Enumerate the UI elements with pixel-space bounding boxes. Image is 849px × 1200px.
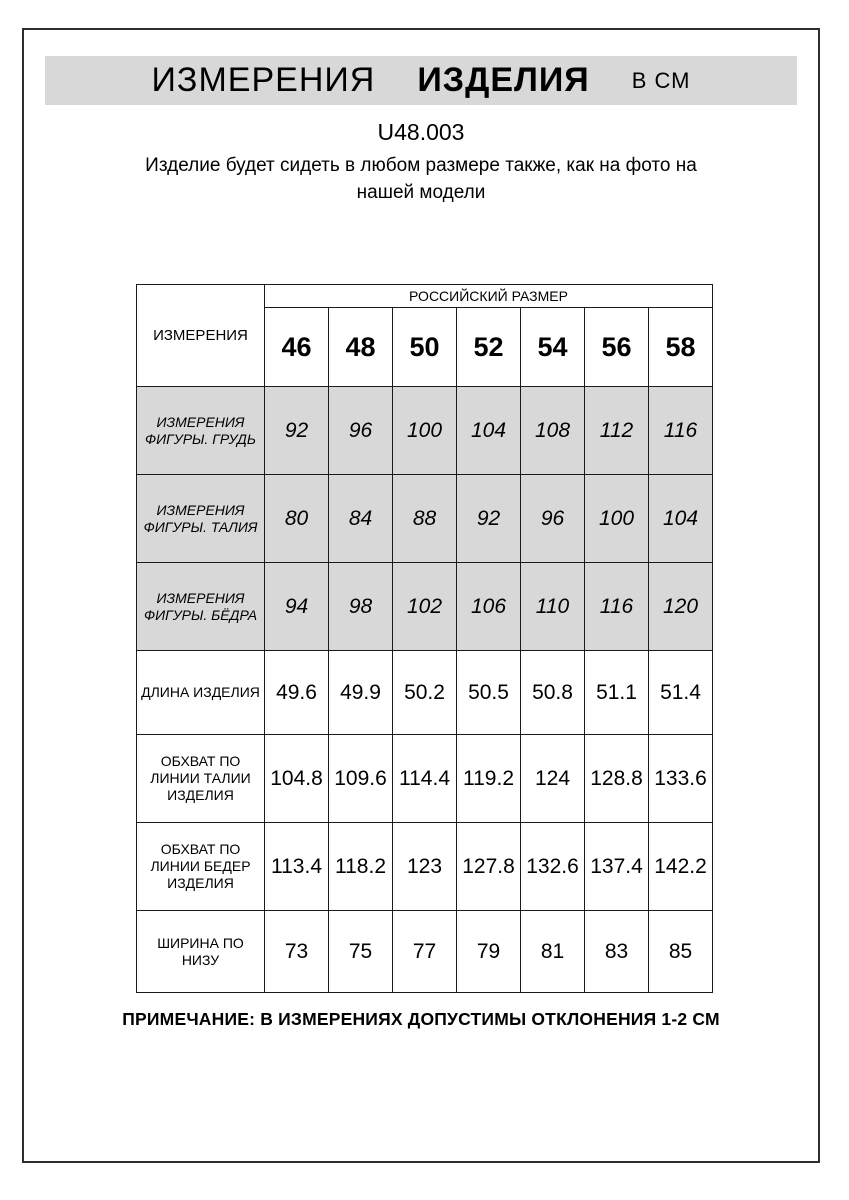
- size-value-cell: 81: [521, 911, 585, 993]
- size-value-cell: 104.8: [265, 735, 329, 823]
- size-table-body: [137, 387, 713, 993]
- header-title-emphasis: ИЗДЕЛИЯ: [417, 61, 590, 99]
- size-value-cell: 80: [265, 475, 329, 563]
- size-value-cell: 79: [457, 911, 521, 993]
- size-value-cell: 104: [649, 475, 713, 563]
- row-label: ОБХВАТ ПО ЛИНИИ ТАЛИИ ИЗДЕЛИЯ: [137, 735, 265, 823]
- size-value-cell: 104: [457, 387, 521, 475]
- size-value-cell: 77: [393, 911, 457, 993]
- size-value-cell: 127.8: [457, 823, 521, 911]
- size-value-cell: 50.5: [457, 651, 521, 735]
- size-value-cell: 88: [393, 475, 457, 563]
- size-value-cell: 114.4: [393, 735, 457, 823]
- size-column-header: 56: [585, 308, 649, 387]
- size-value-cell: 49.6: [265, 651, 329, 735]
- size-value-cell: 94: [265, 563, 329, 651]
- size-value-cell: 92: [265, 387, 329, 475]
- row-label: ОБХВАТ ПО ЛИНИИ БЕДЕР ИЗДЕЛИЯ: [137, 823, 265, 911]
- size-value-cell: 51.4: [649, 651, 713, 735]
- row-label: ДЛИНА ИЗДЕЛИЯ: [137, 651, 265, 735]
- size-value-cell: 50.8: [521, 651, 585, 735]
- size-value-cell: 102: [393, 563, 457, 651]
- size-value-cell: 83: [585, 911, 649, 993]
- size-value-cell: 73: [265, 911, 329, 993]
- page-frame: [22, 28, 820, 1163]
- size-value-cell: 109.6: [329, 735, 393, 823]
- table-row: [137, 651, 713, 735]
- size-column-header: 50: [393, 308, 457, 387]
- size-value-cell: 84: [329, 475, 393, 563]
- size-column-header: 46: [265, 308, 329, 387]
- size-value-cell: 142.2: [649, 823, 713, 911]
- header-title-main: ИЗМЕРЕНИЯ: [151, 61, 376, 99]
- size-value-cell: 106: [457, 563, 521, 651]
- table-row: [137, 911, 713, 993]
- size-column-header: 52: [457, 308, 521, 387]
- corner-label: ИЗМЕРЕНИЯ: [137, 285, 265, 387]
- size-value-cell: 119.2: [457, 735, 521, 823]
- product-code: U48.003: [377, 119, 465, 145]
- table-row: [137, 563, 713, 651]
- size-value-cell: 116: [585, 563, 649, 651]
- size-value-cell: 85: [649, 911, 713, 993]
- header-bar: [45, 56, 797, 105]
- size-value-cell: 51.1: [585, 651, 649, 735]
- size-table-head: [137, 285, 713, 387]
- size-value-cell: 124: [521, 735, 585, 823]
- row-label: ШИРИНА ПО НИЗУ: [137, 911, 265, 993]
- size-column-header: 58: [649, 308, 713, 387]
- size-column-header: 48: [329, 308, 393, 387]
- table-row: [137, 475, 713, 563]
- size-value-cell: 128.8: [585, 735, 649, 823]
- table-row: [137, 735, 713, 823]
- size-table: [136, 284, 713, 993]
- size-value-cell: 110: [521, 563, 585, 651]
- size-value-cell: 92: [457, 475, 521, 563]
- group-header: РОССИЙСКИЙ РАЗМЕР: [265, 285, 713, 308]
- table-row: [137, 387, 713, 475]
- size-value-cell: 118.2: [329, 823, 393, 911]
- size-value-cell: 132.6: [521, 823, 585, 911]
- header-title-unit: В СМ: [631, 67, 691, 93]
- size-value-cell: 100: [393, 387, 457, 475]
- size-value-cell: 113.4: [265, 823, 329, 911]
- size-value-cell: 100: [585, 475, 649, 563]
- size-value-cell: 50.2: [393, 651, 457, 735]
- size-value-cell: 137.4: [585, 823, 649, 911]
- size-value-cell: 133.6: [649, 735, 713, 823]
- size-value-cell: 112: [585, 387, 649, 475]
- size-value-cell: 123: [393, 823, 457, 911]
- row-label: ИЗМЕРЕНИЯ ФИГУРЫ. ГРУДЬ: [137, 387, 265, 475]
- size-column-header: 54: [521, 308, 585, 387]
- size-value-cell: 96: [521, 475, 585, 563]
- size-value-cell: 49.9: [329, 651, 393, 735]
- group-header-row: [137, 285, 713, 308]
- size-value-cell: 108: [521, 387, 585, 475]
- size-value-cell: 75: [329, 911, 393, 993]
- size-value-cell: 116: [649, 387, 713, 475]
- note-text: ПРИМЕЧАНИЕ: В ИЗМЕРЕНИЯХ ДОПУСТИМЫ ОТКЛОНЕНИЯ 1-2 СМ: [122, 1009, 720, 1029]
- size-value-cell: 98: [329, 563, 393, 651]
- size-value-cell: 120: [649, 563, 713, 651]
- row-label: ИЗМЕРЕНИЯ ФИГУРЫ. БЁДРА: [137, 563, 265, 651]
- table-row: [137, 823, 713, 911]
- row-label: ИЗМЕРЕНИЯ ФИГУРЫ. ТАЛИЯ: [137, 475, 265, 563]
- subtitle-text: Изделие будет сидеть в любом размере также, как на фото на нашей модели: [145, 155, 697, 203]
- size-value-cell: 96: [329, 387, 393, 475]
